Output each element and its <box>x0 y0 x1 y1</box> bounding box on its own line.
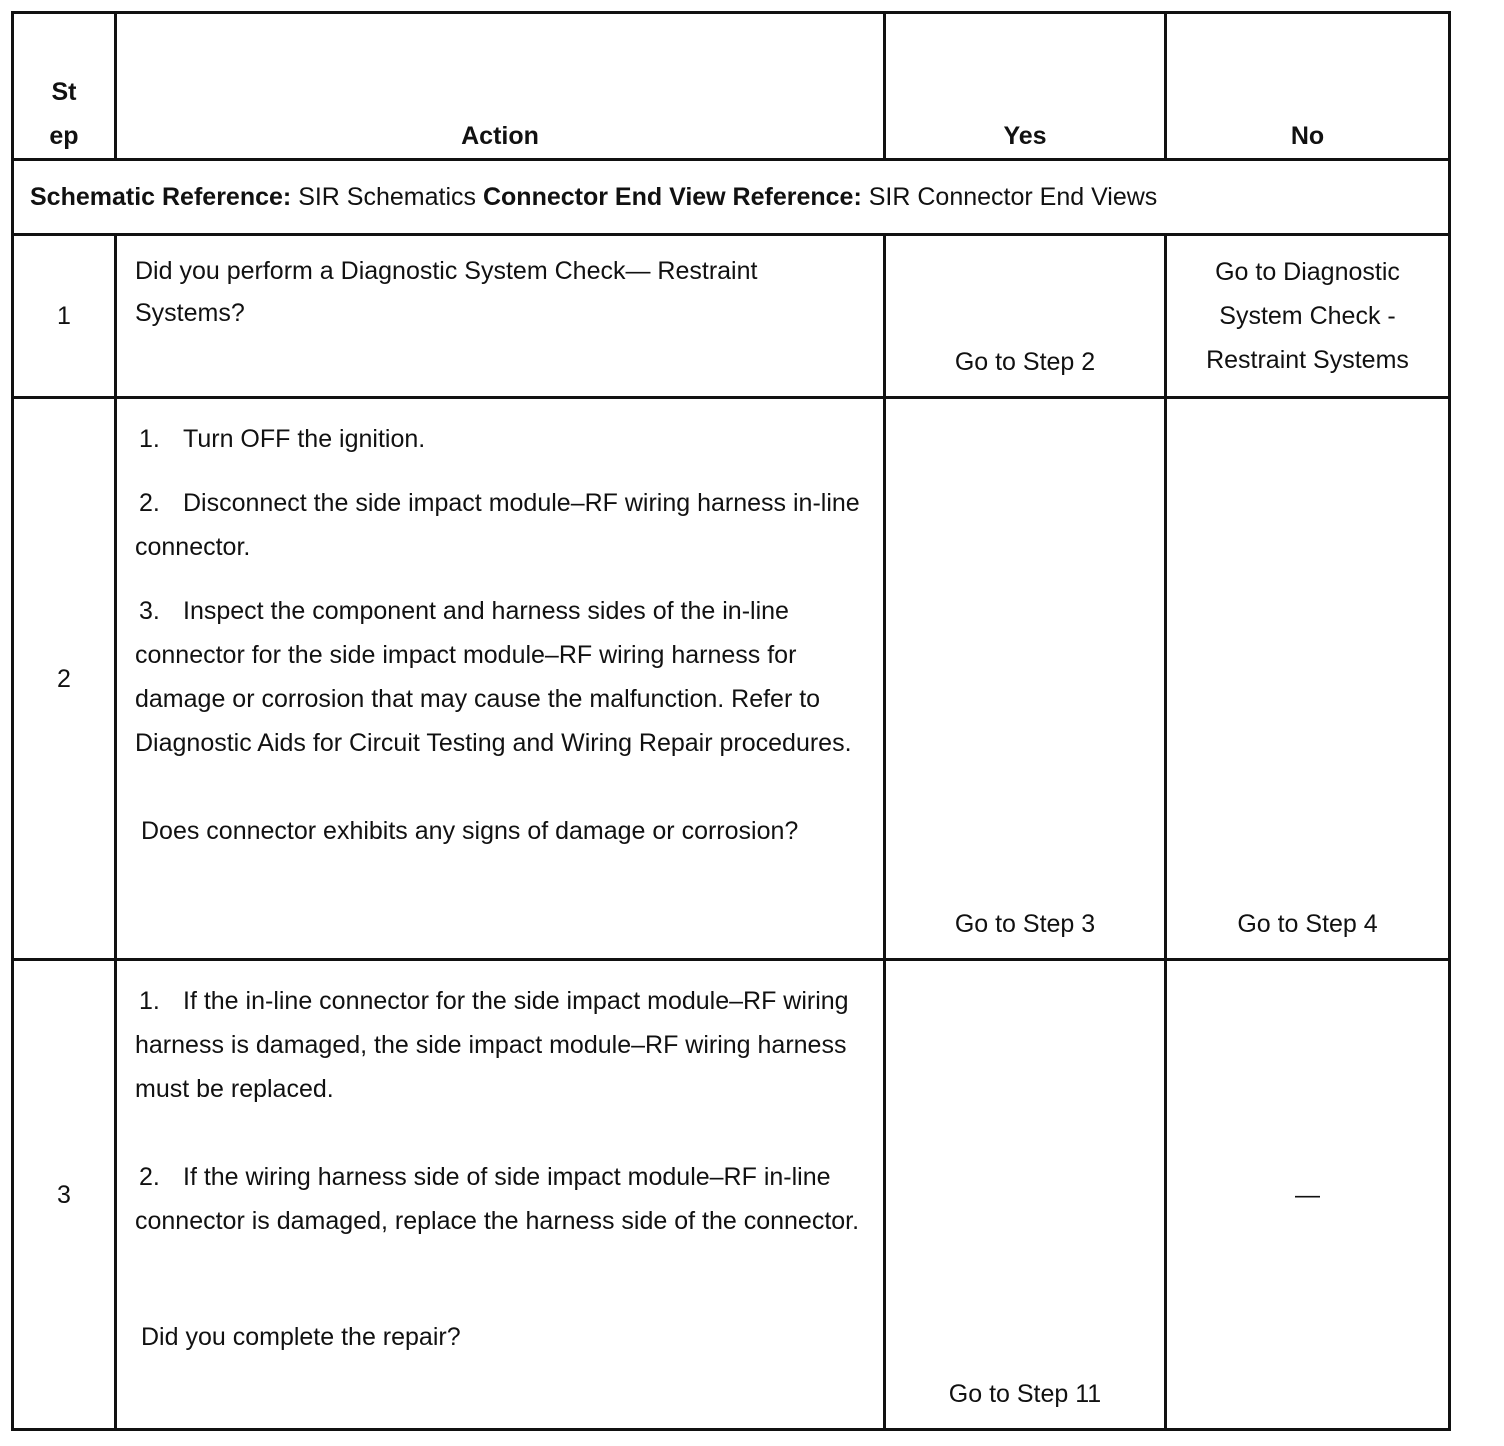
header-step: St ep <box>13 13 116 160</box>
step-action <box>116 398 885 960</box>
step-action <box>116 960 885 1430</box>
step-row-3 <box>13 960 1450 1430</box>
diagnostic-table <box>11 11 1451 1431</box>
connector-reference-label: Connector End View Reference: <box>482 183 862 211</box>
step-no: Go to Step 4 <box>1166 398 1450 960</box>
step-row-1 <box>13 235 1450 398</box>
step-question: Did you complete the repair? <box>141 1323 461 1351</box>
header-no: No <box>1166 13 1450 160</box>
step-no: Go to Diagnostic System Check - Restraint Systems <box>1166 235 1450 398</box>
step-no: — <box>1166 960 1450 1430</box>
header-row <box>13 13 1450 160</box>
schematic-reference-label: Schematic Reference: <box>30 183 292 211</box>
step-yes: Go to Step 3 <box>885 398 1166 960</box>
step-row-2 <box>13 398 1450 960</box>
reference-row <box>13 160 1450 235</box>
step-number: 2 <box>13 398 116 960</box>
reference-cell <box>13 160 1450 235</box>
action-item: 1. Turn OFF the ignition. <box>139 425 426 453</box>
step-action: Did you perform a Diagnostic System Check— Restraint Systems? <box>116 235 885 398</box>
step-question: Does connector exhibits any signs of damage or corrosion? <box>141 817 799 845</box>
header-yes: Yes <box>885 13 1166 160</box>
action-item: 3. Inspect the component and harness sides of the in-line connector for the side impact module–RF wiring harness for damage or corrosion that may cause the malfunction. Refer to Diagnostic Aids for Circuit Testing and Wiring Repair procedures. <box>135 597 852 757</box>
schematic-reference-value: SIR Schematics <box>298 183 477 211</box>
step-number: 3 <box>13 960 116 1430</box>
step-number: 1 <box>13 235 116 398</box>
action-item: 2. Disconnect the side impact module–RF wiring harness in-line connector. <box>135 489 860 561</box>
header-action: Action <box>116 13 885 160</box>
action-item: 2. If the wiring harness side of side impact module–RF in-line connector is damaged, replace the harness side of the connector. <box>135 1163 860 1235</box>
step-yes: Go to Step 11 <box>885 960 1166 1430</box>
connector-reference-value: SIR Connector End Views <box>868 183 1158 211</box>
step-yes: Go to Step 2 <box>885 235 1166 398</box>
action-item: 1. If the in-line connector for the side impact module–RF wiring harness is damaged, the side impact module–RF wiring harness must be replaced. <box>135 987 849 1103</box>
